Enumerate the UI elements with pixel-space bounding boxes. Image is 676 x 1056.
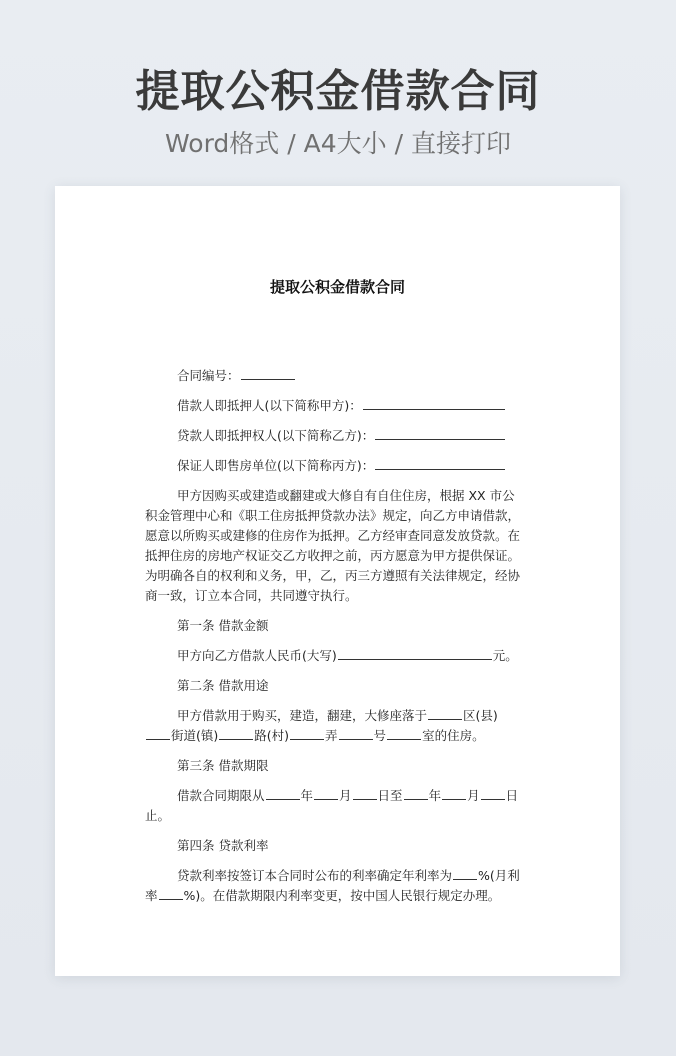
article-4-heading: 第四条 贷款利率: [177, 838, 269, 853]
article-1-heading: 第一条 借款金额: [177, 618, 269, 633]
guarantor-label: 保证人即售房单位(以下简称丙方)：: [177, 458, 375, 473]
month-label: 月: [339, 788, 352, 803]
header: [0, 62, 676, 162]
lender-blank: [375, 427, 505, 440]
year-label: 年: [428, 788, 442, 803]
month-label: 月: [467, 788, 480, 803]
article-4-t3: %)。在借款期限内利率变更，按中国人民银行规定办理。: [183, 888, 501, 903]
article-3-t1: 借款合同期限从: [177, 788, 265, 803]
blank: [387, 727, 421, 740]
article-1-text-before: 甲方向乙方借款人民币(大写): [177, 648, 337, 663]
blank: [453, 867, 477, 880]
year-label: 年: [300, 788, 314, 803]
lender-label: 贷款人即抵押权人(以下简称乙方)：: [177, 428, 375, 443]
article-1-text: [145, 646, 523, 666]
article-2-t1: 甲方借款用于购买，建造，翻建，大修座落于: [177, 708, 428, 723]
blank: [353, 787, 377, 800]
blank: [481, 787, 505, 800]
article-1-text-after: 元。: [492, 648, 518, 663]
blank: [266, 787, 300, 800]
end-label: 日止。: [145, 788, 519, 823]
article-2-text: [145, 706, 523, 746]
article-2-t6: 号: [373, 728, 387, 743]
blank: [339, 727, 373, 740]
guarantor-blank: [375, 457, 505, 470]
loan-amount-blank: [338, 647, 492, 660]
blank: [442, 787, 466, 800]
document-title: 提取公积金借款合同: [269, 278, 405, 296]
article-3-heading: 第三条 借款期限: [177, 758, 269, 773]
page-subtitle: Word格式 / A4大小 / 直接打印: [165, 129, 511, 158]
blank: [146, 727, 170, 740]
article-2-t7: 室的住房。: [422, 728, 485, 743]
borrower-blank: [363, 397, 505, 410]
article-2-t3: 街道(镇): [171, 728, 219, 743]
document-page: [55, 186, 620, 976]
preamble-paragraph: 甲方因购买或建造或翻建或大修自有自住住房，根据 XX 市公积金管理中心和《职工住房抵押贷款办法》规定，向乙方申请借款，愿意以所购买或建修的住房作为抵押。乙方经审查同意发放贷款。在抵押住房的房地产权证交乙方收押之前，丙方愿意为甲方提供保证。为明确各自的权利和义务，甲，乙，丙三方遵照有关法律规定，经协商一致，订立本合同，共同遵守执行。: [145, 488, 521, 603]
blank: [159, 887, 183, 900]
contract-number-blank: [241, 367, 295, 380]
blank: [314, 787, 338, 800]
blank: [290, 727, 324, 740]
lender-line: [145, 426, 523, 446]
article-2-heading: 第二条 借款用途: [177, 678, 269, 693]
article-4-text: [145, 866, 523, 906]
article-4-t2: %(月利率: [145, 868, 520, 903]
blank: [404, 787, 428, 800]
article-2-t2: 区(县): [463, 708, 498, 723]
article-3-text: [145, 786, 523, 826]
article-2-t4: 路(村): [254, 728, 290, 743]
contract-number-line: [145, 366, 523, 386]
page-title: 提取公积金借款合同: [135, 66, 541, 117]
guarantor-line: [145, 456, 523, 476]
document-body: [145, 366, 523, 906]
blank: [219, 727, 253, 740]
borrower-line: [145, 396, 523, 416]
borrower-label: 借款人即抵押人(以下简称甲方)：: [177, 398, 362, 413]
article-2-t5: 弄: [325, 728, 338, 743]
blank: [428, 707, 462, 720]
contract-number-label: 合同编号：: [177, 368, 240, 383]
day-to-label: 日至: [377, 788, 403, 803]
article-4-t1: 贷款利率按签订本合同时公布的利率确定年利率为: [177, 868, 453, 883]
